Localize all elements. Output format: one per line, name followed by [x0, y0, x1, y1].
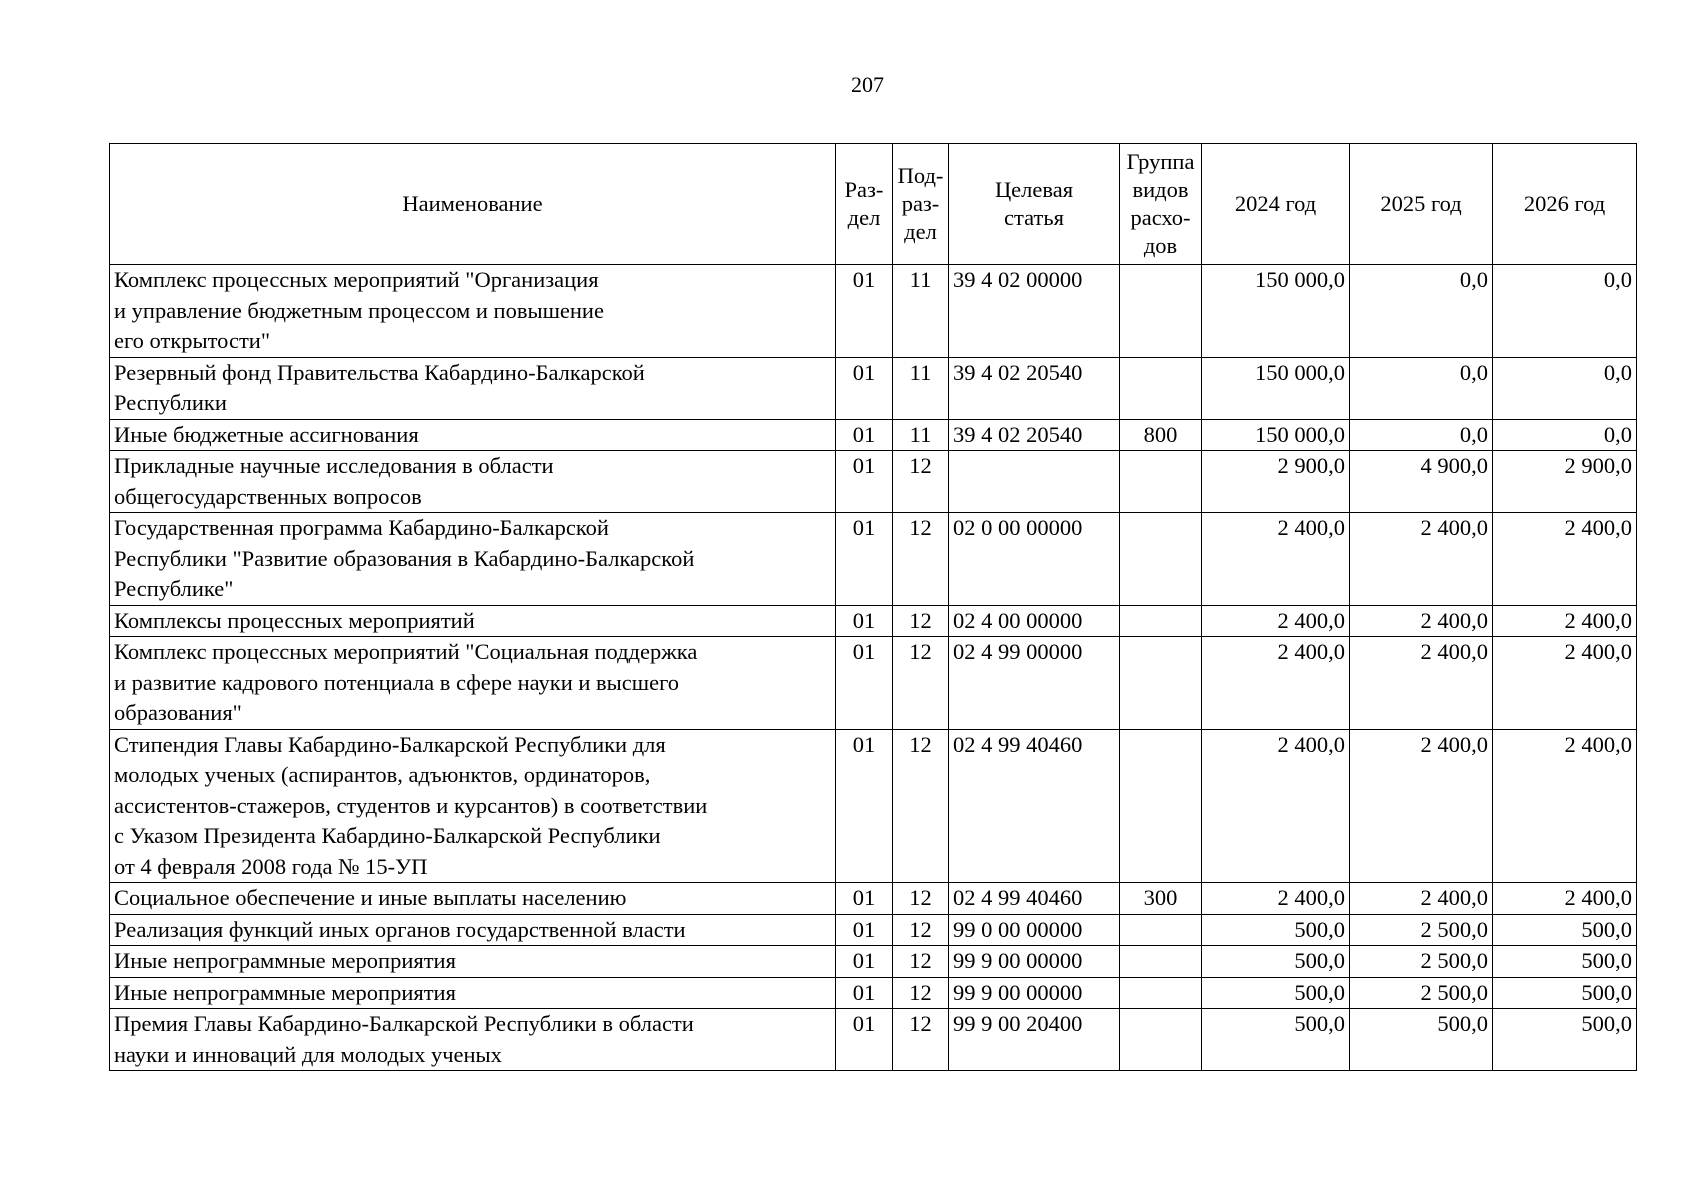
cell-section: 01 [836, 1009, 893, 1071]
cell-name: Резервный фонд Правительства Кабардино-Балкарской Республики [110, 357, 836, 419]
cell-subsection: 12 [893, 451, 949, 513]
cell-name: Стипендия Главы Кабардино-Балкарской Республики для молодых ученых (аспирантов, адъюнктов, ординаторов, ассистентов-стажеров, студентов и курсантов) в соответствии с Указом Президента Кабардино-Балкарской Республики от 4 февраля 2008 года № 15-УП [110, 729, 836, 883]
table-body [110, 265, 1637, 1071]
cell-year-2026: 500,0 [1493, 946, 1637, 978]
cell-subsection: 12 [893, 637, 949, 730]
cell-subsection: 12 [893, 605, 949, 637]
cell-subsection: 11 [893, 357, 949, 419]
cell-name: Реализация функций иных органов государственной власти [110, 914, 836, 946]
cell-year-2024: 500,0 [1202, 977, 1350, 1009]
cell-subsection: 12 [893, 1009, 949, 1071]
cell-target-article: 39 4 02 00000 [949, 265, 1120, 358]
cell-expense-group [1120, 946, 1202, 978]
cell-name: Премия Главы Кабардино-Балкарской Республики в области науки и инноваций для молодых ученых [110, 1009, 836, 1071]
cell-name: Комплекс процессных мероприятий "Организация и управление бюджетным процессом и повышение его открытости" [110, 265, 836, 358]
table-row [110, 451, 1637, 513]
cell-year-2025: 0,0 [1350, 265, 1493, 358]
cell-year-2026: 2 900,0 [1493, 451, 1637, 513]
cell-year-2025: 2 400,0 [1350, 729, 1493, 883]
cell-year-2026: 2 400,0 [1493, 513, 1637, 606]
cell-subsection: 12 [893, 977, 949, 1009]
cell-expense-group: 800 [1120, 419, 1202, 451]
table-row [110, 946, 1637, 978]
header-target-article: Целевая статья [949, 144, 1120, 265]
cell-section: 01 [836, 914, 893, 946]
cell-year-2026: 2 400,0 [1493, 729, 1637, 883]
page-number: 207 [851, 72, 884, 97]
cell-year-2024: 150 000,0 [1202, 265, 1350, 358]
cell-year-2026: 2 400,0 [1493, 637, 1637, 730]
cell-target-article: 02 4 99 00000 [949, 637, 1120, 730]
cell-year-2025: 2 500,0 [1350, 914, 1493, 946]
cell-year-2026: 2 400,0 [1493, 883, 1637, 915]
cell-section: 01 [836, 419, 893, 451]
cell-year-2024: 150 000,0 [1202, 419, 1350, 451]
header-year-2025: 2025 год [1350, 144, 1493, 265]
cell-section: 01 [836, 451, 893, 513]
cell-target-article: 02 0 00 00000 [949, 513, 1120, 606]
cell-section: 01 [836, 729, 893, 883]
cell-year-2024: 500,0 [1202, 946, 1350, 978]
cell-expense-group [1120, 977, 1202, 1009]
cell-year-2026: 2 400,0 [1493, 605, 1637, 637]
header-row [110, 144, 1637, 265]
cell-year-2024: 2 400,0 [1202, 637, 1350, 730]
cell-year-2025: 2 400,0 [1350, 513, 1493, 606]
header-name: Наименование [110, 144, 836, 265]
cell-name: Иные непрограммные мероприятия [110, 977, 836, 1009]
cell-target-article: 39 4 02 20540 [949, 357, 1120, 419]
cell-year-2025: 2 400,0 [1350, 605, 1493, 637]
cell-year-2024: 2 400,0 [1202, 513, 1350, 606]
cell-expense-group [1120, 729, 1202, 883]
cell-section: 01 [836, 946, 893, 978]
cell-target-article: 02 4 99 40460 [949, 729, 1120, 883]
table-row [110, 419, 1637, 451]
cell-section: 01 [836, 883, 893, 915]
cell-section: 01 [836, 265, 893, 358]
cell-subsection: 12 [893, 914, 949, 946]
cell-subsection: 12 [893, 513, 949, 606]
cell-name: Государственная программа Кабардино-Балкарской Республики "Развитие образования в Кабардино-Балкарской Республике" [110, 513, 836, 606]
cell-target-article: 02 4 99 40460 [949, 883, 1120, 915]
cell-section: 01 [836, 513, 893, 606]
cell-year-2026: 500,0 [1493, 1009, 1637, 1071]
cell-expense-group [1120, 637, 1202, 730]
cell-year-2025: 500,0 [1350, 1009, 1493, 1071]
cell-name: Социальное обеспечение и иные выплаты населению [110, 883, 836, 915]
cell-subsection: 12 [893, 729, 949, 883]
cell-expense-group [1120, 1009, 1202, 1071]
table-row [110, 637, 1637, 730]
cell-year-2026: 0,0 [1493, 357, 1637, 419]
cell-name: Иные непрограммные мероприятия [110, 946, 836, 978]
table-row [110, 513, 1637, 606]
cell-year-2025: 0,0 [1350, 357, 1493, 419]
table-row [110, 729, 1637, 883]
cell-year-2024: 500,0 [1202, 914, 1350, 946]
cell-year-2024: 2 900,0 [1202, 451, 1350, 513]
table-row [110, 357, 1637, 419]
cell-expense-group [1120, 451, 1202, 513]
table-row [110, 1009, 1637, 1071]
cell-year-2025: 2 500,0 [1350, 946, 1493, 978]
table-row [110, 265, 1637, 358]
cell-expense-group [1120, 357, 1202, 419]
header-year-2024: 2024 год [1202, 144, 1350, 265]
cell-target-article: 39 4 02 20540 [949, 419, 1120, 451]
cell-subsection: 12 [893, 883, 949, 915]
cell-target-article: 99 9 00 00000 [949, 977, 1120, 1009]
cell-section: 01 [836, 605, 893, 637]
cell-target-article: 02 4 00 00000 [949, 605, 1120, 637]
header-section: Раз- дел [836, 144, 893, 265]
cell-name: Прикладные научные исследования в области общегосударственных вопросов [110, 451, 836, 513]
cell-target-article: 99 9 00 20400 [949, 1009, 1120, 1071]
cell-expense-group [1120, 513, 1202, 606]
header-year-2026: 2026 год [1493, 144, 1637, 265]
cell-year-2024: 150 000,0 [1202, 357, 1350, 419]
cell-section: 01 [836, 637, 893, 730]
table-row [110, 883, 1637, 915]
cell-year-2026: 0,0 [1493, 265, 1637, 358]
cell-target-article: 99 0 00 00000 [949, 914, 1120, 946]
cell-target-article [949, 451, 1120, 513]
header-subsection: Под- раз- дел [893, 144, 949, 265]
cell-name: Иные бюджетные ассигнования [110, 419, 836, 451]
cell-year-2025: 4 900,0 [1350, 451, 1493, 513]
cell-subsection: 12 [893, 946, 949, 978]
cell-year-2025: 2 400,0 [1350, 883, 1493, 915]
header-expense-group: Группа видов расхо- дов [1120, 144, 1202, 265]
cell-expense-group [1120, 605, 1202, 637]
table-row [110, 977, 1637, 1009]
cell-year-2025: 2 400,0 [1350, 637, 1493, 730]
cell-year-2024: 500,0 [1202, 1009, 1350, 1071]
cell-year-2026: 0,0 [1493, 419, 1637, 451]
cell-subsection: 11 [893, 419, 949, 451]
cell-expense-group: 300 [1120, 883, 1202, 915]
cell-year-2024: 2 400,0 [1202, 729, 1350, 883]
cell-target-article: 99 9 00 00000 [949, 946, 1120, 978]
cell-year-2025: 2 500,0 [1350, 977, 1493, 1009]
cell-year-2024: 2 400,0 [1202, 605, 1350, 637]
cell-year-2026: 500,0 [1493, 977, 1637, 1009]
cell-subsection: 11 [893, 265, 949, 358]
cell-name: Комплексы процессных мероприятий [110, 605, 836, 637]
cell-year-2024: 2 400,0 [1202, 883, 1350, 915]
cell-expense-group [1120, 265, 1202, 358]
cell-year-2025: 0,0 [1350, 419, 1493, 451]
cell-expense-group [1120, 914, 1202, 946]
table-row [110, 914, 1637, 946]
cell-name: Комплекс процессных мероприятий "Социальная поддержка и развитие кадрового потенциала в сфере науки и высшего образования" [110, 637, 836, 730]
table-row [110, 605, 1637, 637]
cell-section: 01 [836, 977, 893, 1009]
budget-table [109, 143, 1637, 1071]
cell-year-2026: 500,0 [1493, 914, 1637, 946]
cell-section: 01 [836, 357, 893, 419]
